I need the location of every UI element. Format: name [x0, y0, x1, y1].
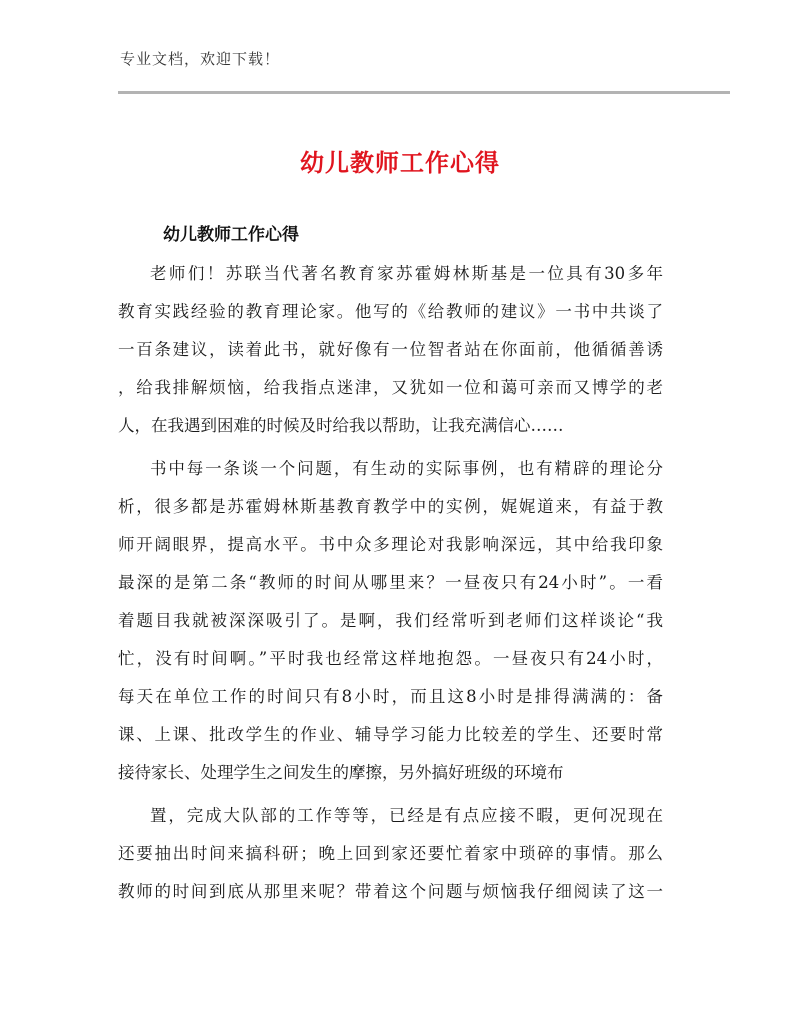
document-title: 幼儿教师工作心得 [300, 149, 500, 177]
body-line-10: 着题目我就被深深吸引了。是啊，我们经常听到老师们这样谈论“我 [118, 611, 663, 630]
body-line-13: 课、上课、批改学生的作业、辅导学习能力比较差的学生、还要时常 [118, 725, 663, 744]
body-line-17: 教师的时间到底从那里来呢？带着这个问题与烦恼我仔细阅读了这一 [118, 882, 663, 901]
header-note: 专业文档，欢迎下载！ [120, 50, 281, 68]
body-line-1: 老师们！苏联当代著名教育家苏霍姆林斯基是一位具有30多年 [150, 264, 663, 283]
document-subtitle: 幼儿教师工作心得 [163, 225, 299, 245]
body-line-3: 一百条建议，读着此书，就好像有一位智者站在你面前，他循循善诱 [118, 340, 663, 359]
body-line-6: 书中每一条谈一个问题，有生动的实际事例，也有精辟的理论分 [150, 459, 663, 478]
body-line-12: 每天在单位工作的时间只有8小时，而且这8小时是排得满满的：备 [118, 687, 663, 706]
body-line-4: ，给我排解烦恼，给我指点迷津，又犹如一位和蔼可亲而又博学的老 [118, 378, 663, 397]
header-divider [118, 91, 730, 94]
body-line-5: 人，在我遇到困难的时候及时给我以帮助，让我充满信心…… [118, 416, 564, 435]
body-line-9: 最深的是第二条“教师的时间从哪里来？一昼夜只有24小时”。一看 [118, 573, 663, 592]
body-line-8: 师开阔眼界，提高水平。书中众多理论对我影响深远，其中给我印象 [118, 535, 663, 554]
body-line-16: 还要抽出时间来搞科研；晚上回到家还要忙着家中琐碎的事情。那么 [118, 844, 663, 863]
body-line-15: 置，完成大队部的工作等等，已经是有点应接不暇，更何况现在 [150, 806, 663, 825]
body-line-2: 教育实践经验的教育理论家。他写的《给教师的建议》一书中共谈了 [118, 302, 663, 321]
body-line-14: 接待家长、处理学生之间发生的摩擦，另外搞好班级的环境布 [118, 763, 564, 782]
body-line-11: 忙，没有时间啊。”平时我也经常这样地抱怨。一昼夜只有24小时， [118, 649, 663, 668]
body-line-7: 析，很多都是苏霍姆林斯基教育教学中的实例，娓娓道来，有益于教 [118, 497, 663, 516]
